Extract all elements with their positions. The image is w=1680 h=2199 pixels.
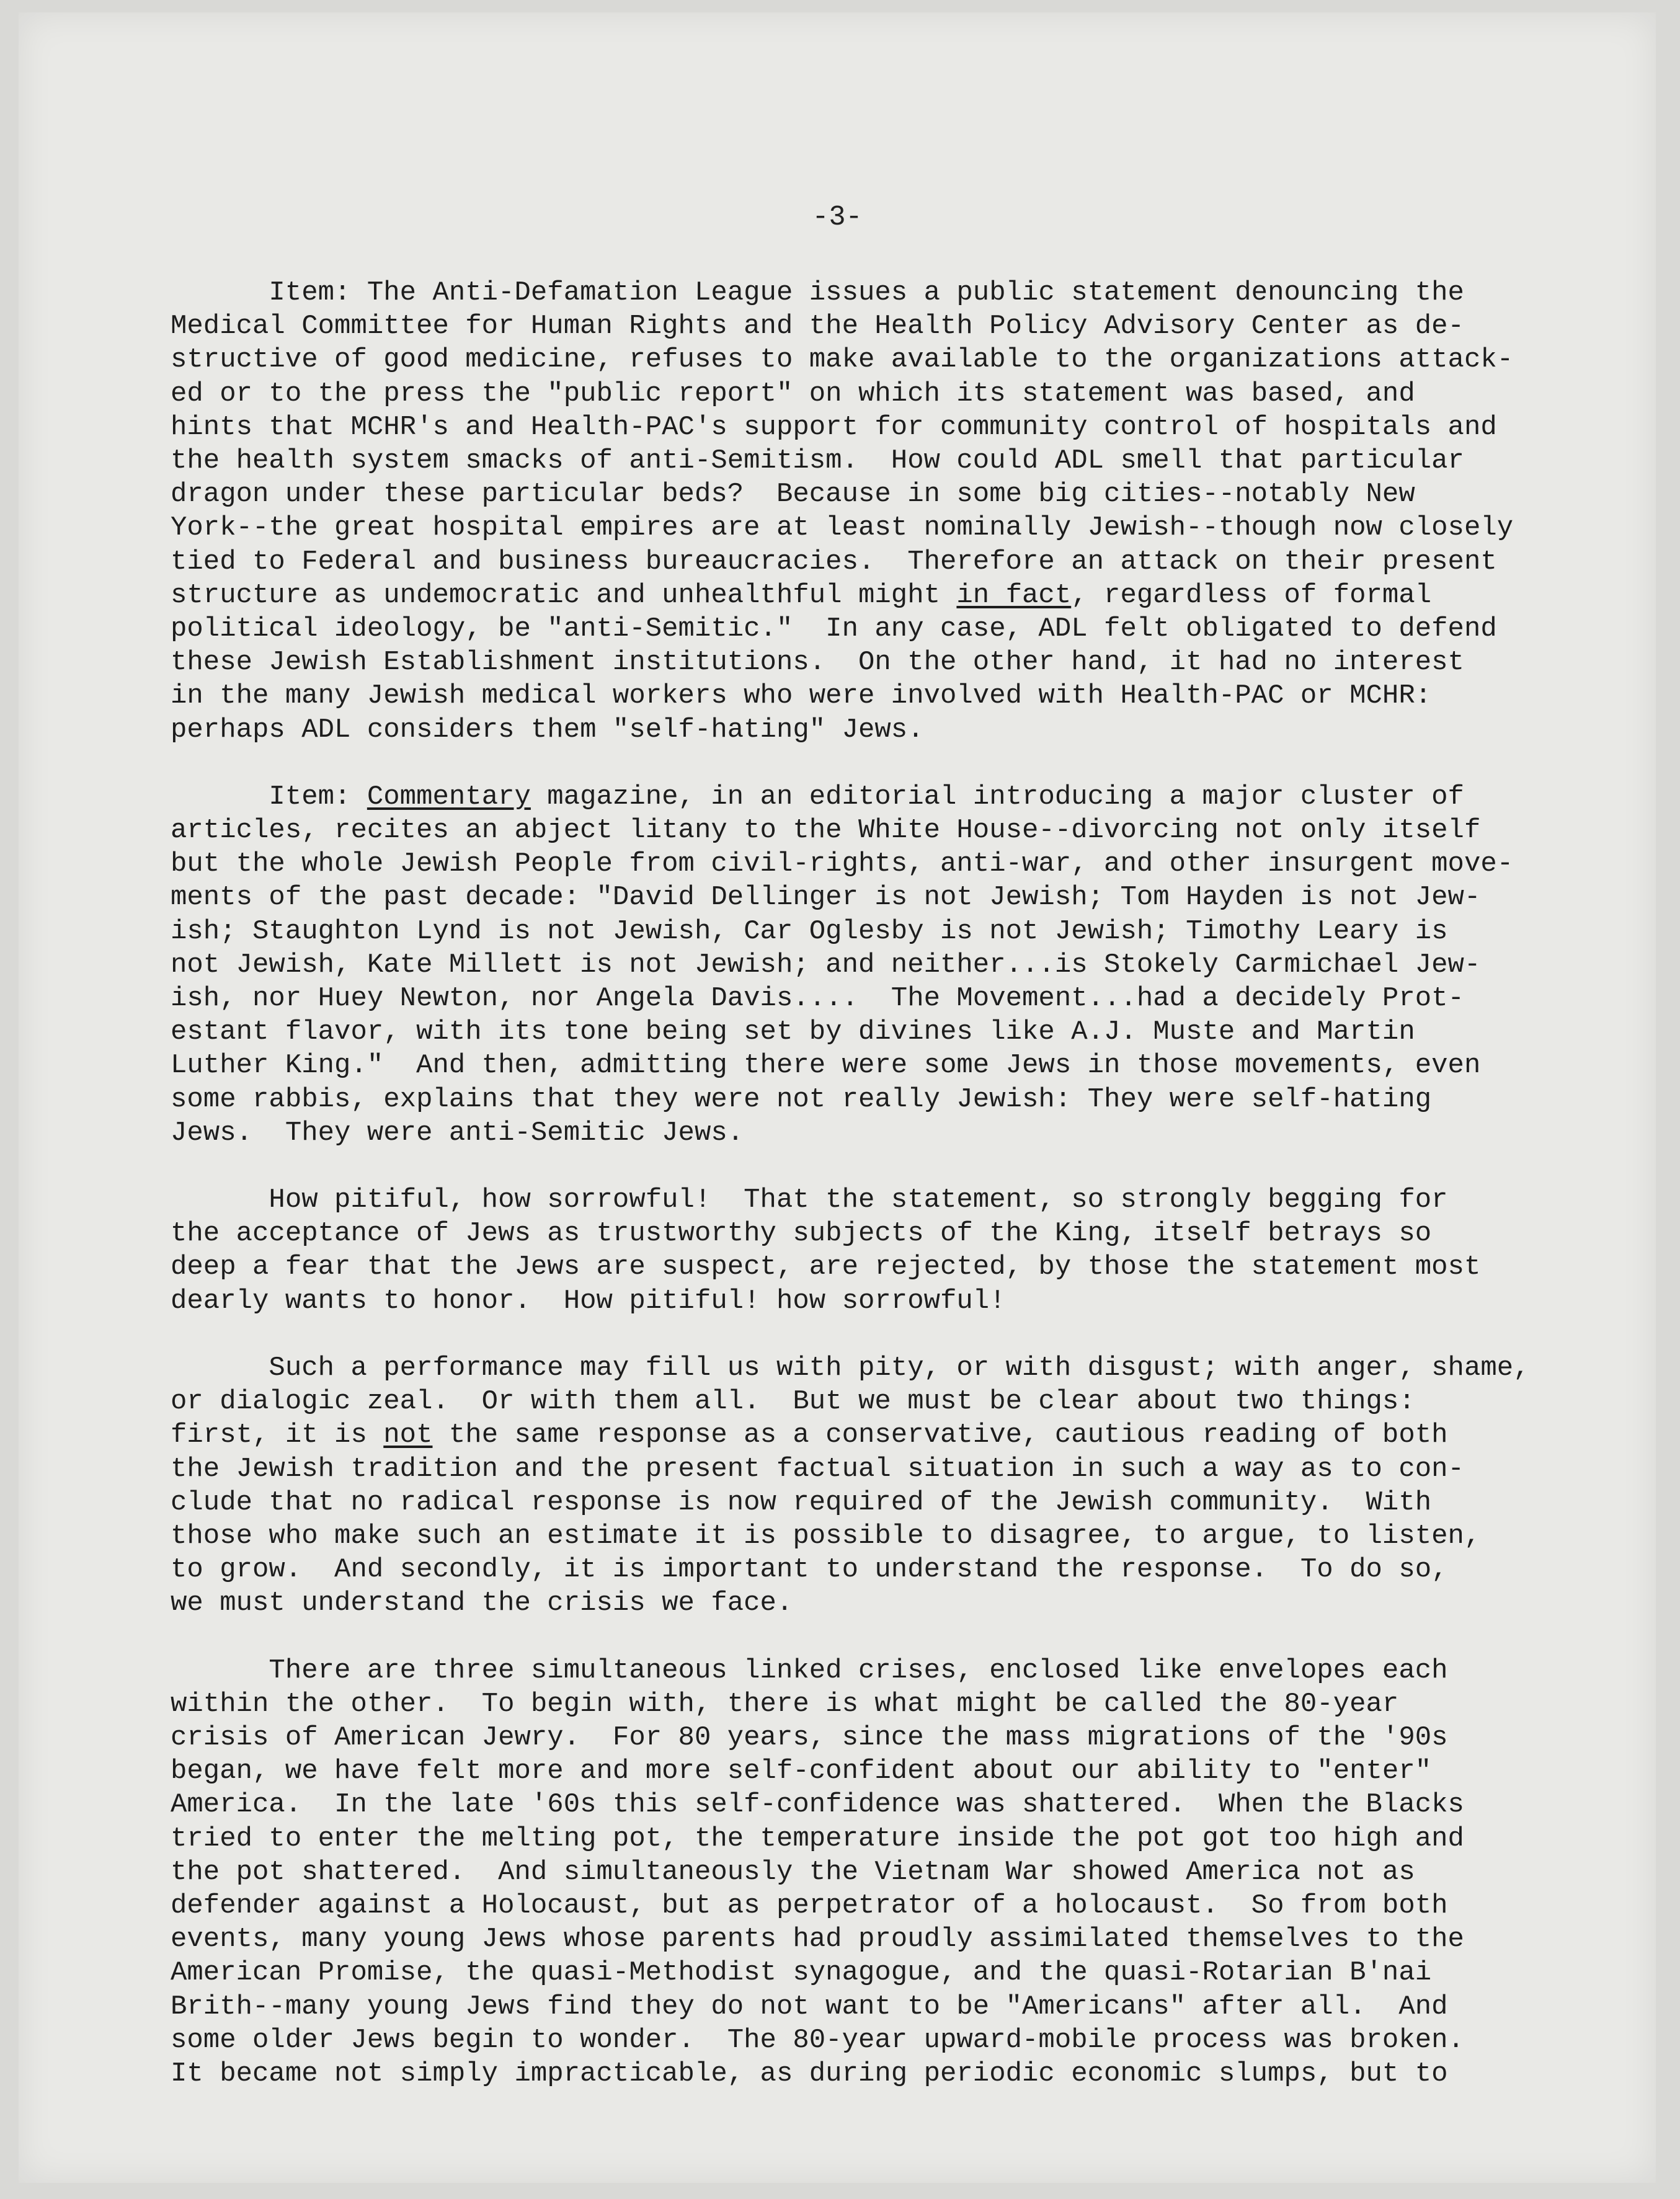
text-line bbox=[171, 814, 1634, 847]
paragraph-5 bbox=[171, 1654, 1634, 2091]
text-segment: those who make such an estimate it is possible to disagree, to argue, to listen, bbox=[171, 1520, 1481, 1552]
text-line bbox=[171, 1855, 1634, 1889]
text-segment: clude that no radical response is now required of the Jewish community. With bbox=[171, 1486, 1432, 1518]
text-segment: the same response as a conservative, cautious reading of both bbox=[432, 1419, 1448, 1451]
text-segment: in the many Jewish medical workers who were involved with Health-PAC or MCHR: bbox=[171, 680, 1432, 712]
text-line bbox=[171, 1822, 1634, 1855]
text-line bbox=[171, 1486, 1634, 1519]
text-line bbox=[171, 1049, 1634, 1082]
text-line bbox=[171, 1889, 1634, 1922]
text-segment: political ideology, be "anti-Semitic." In any case, ADL felt obligated to defend bbox=[171, 613, 1497, 645]
text-line bbox=[171, 1116, 1634, 1150]
text-segment: Medical Committee for Human Rights and the Health Policy Advisory Center as de- bbox=[171, 311, 1464, 342]
text-segment: the acceptance of Jews as trustworthy subjects of the King, itself betrays so bbox=[171, 1218, 1432, 1250]
text-line bbox=[171, 411, 1634, 444]
text-segment: defender against a Holocaust, but as perpetrator of a holocaust. So from both bbox=[171, 1890, 1448, 1921]
text-segment: , regardless of formal bbox=[1071, 579, 1432, 611]
text-segment: There are three simultaneous linked crises, enclosed like envelopes each bbox=[171, 1655, 1448, 1686]
text-segment: ments of the past decade: "David Dellinger is not Jewish; Tom Hayden is not Jew- bbox=[171, 882, 1481, 913]
text-segment: but the whole Jewish People from civil-rights, anti-war, and other insurgent move- bbox=[171, 848, 1514, 880]
text-segment: these Jewish Establishment institutions. On the other hand, it had no interest bbox=[171, 647, 1464, 678]
text-line bbox=[171, 713, 1634, 747]
text-line bbox=[171, 1385, 1634, 1418]
text-line bbox=[171, 1754, 1634, 1788]
text-segment: the pot shattered. And simultaneously the Vietnam War showed America not as bbox=[171, 1856, 1415, 1888]
text-segment: dragon under these particular beds? Because in some big cities--notably New bbox=[171, 479, 1415, 510]
text-line bbox=[171, 1351, 1634, 1385]
underlined-text: Commentary bbox=[367, 781, 531, 812]
text-line bbox=[171, 545, 1634, 579]
text-line bbox=[171, 915, 1634, 948]
text-segment: Item: The Anti-Defamation League issues a public statement denouncing the bbox=[171, 277, 1464, 308]
text-line bbox=[171, 276, 1634, 309]
text-segment: estant flavor, with its tone being set by divines like A.J. Muste and Martin bbox=[171, 1016, 1415, 1048]
text-line bbox=[171, 646, 1634, 679]
text-segment: America. In the late '60s this self-confidence was shattered. When the Blacks bbox=[171, 1789, 1464, 1821]
text-segment: Such a performance may fill us with pity, or with disgust; with anger, shame, bbox=[171, 1352, 1530, 1384]
text-segment: ed or to the press the "public report" on which its statement was based, and bbox=[171, 378, 1415, 409]
text-segment: structive of good medicine, refuses to make available to the organizations attack- bbox=[171, 344, 1514, 376]
text-segment: crisis of American Jewry. For 80 years, since the mass migrations of the '90s bbox=[171, 1721, 1448, 1753]
text-line bbox=[171, 679, 1634, 713]
text-line bbox=[171, 982, 1634, 1015]
text-line bbox=[171, 780, 1634, 814]
text-line bbox=[171, 1788, 1634, 1821]
text-segment: Brith--many young Jews find they do not want to be "Americans" after all. And bbox=[171, 1991, 1448, 2022]
text-line bbox=[171, 612, 1634, 646]
text-line bbox=[171, 1922, 1634, 1956]
text-segment: tied to Federal and business bureaucracies. Therefore an attack on their present bbox=[171, 546, 1497, 577]
text-line bbox=[171, 881, 1634, 914]
text-segment: or dialogic zeal. Or with them all. But we must be clear about two things: bbox=[171, 1386, 1415, 1418]
text-segment: perhaps ADL considers them "self-hating" Jews. bbox=[171, 714, 924, 745]
text-segment: Luther King." And then, admitting there were some Jews in those movements, even bbox=[171, 1050, 1481, 1082]
text-line bbox=[171, 579, 1634, 612]
text-line bbox=[171, 1083, 1634, 1116]
text-line bbox=[171, 444, 1634, 478]
document-page bbox=[19, 12, 1656, 2183]
text-segment: we must understand the crisis we face. bbox=[171, 1588, 793, 1619]
text-segment: some older Jews begin to wonder. The 80-year upward-mobile process was broken. bbox=[171, 2024, 1464, 2056]
text-segment: York--the great hospital empires are at least nominally Jewish--though now closely bbox=[171, 512, 1514, 544]
text-line bbox=[171, 847, 1634, 881]
text-segment: the health system smacks of anti-Semitism. How could ADL smell that particular bbox=[171, 445, 1464, 477]
text-segment: ish; Staughton Lynd is not Jewish, Car Oglesby is not Jewish; Timothy Leary is bbox=[171, 915, 1448, 947]
text-line bbox=[171, 1452, 1634, 1486]
text-line bbox=[171, 1519, 1634, 1553]
text-line bbox=[171, 511, 1634, 544]
text-segment: Item: bbox=[171, 781, 367, 812]
text-line bbox=[171, 1284, 1634, 1318]
text-line bbox=[171, 478, 1634, 511]
text-segment: How pitiful, how sorrowful! That the statement, so strongly begging for bbox=[171, 1184, 1448, 1216]
paragraph-3 bbox=[171, 1183, 1634, 1318]
text-line bbox=[171, 1183, 1634, 1217]
text-segment: the Jewish tradition and the present factual situation in such a way as to con- bbox=[171, 1453, 1464, 1485]
text-line bbox=[171, 1687, 1634, 1721]
text-segment: within the other. To begin with, there is what might be called the 80-year bbox=[171, 1688, 1399, 1720]
paragraph-4 bbox=[171, 1351, 1634, 1620]
text-segment: deep a fear that the Jews are suspect, are rejected, by those the statement most bbox=[171, 1251, 1481, 1283]
text-segment: dearly wants to honor. How pitiful! how sorrowful! bbox=[171, 1285, 1006, 1317]
underlined-text: not bbox=[383, 1419, 433, 1451]
paragraph-1 bbox=[171, 276, 1634, 747]
text-segment: ish, nor Huey Newton, nor Angela Davis.... The Movement...had a decidely Prot- bbox=[171, 983, 1464, 1015]
text-segment: structure as undemocratic and unhealthful might bbox=[171, 579, 957, 611]
text-segment: not Jewish, Kate Millett is not Jewish; and neither...is Stokely Carmichael Jew- bbox=[171, 949, 1481, 980]
text-line bbox=[171, 1418, 1634, 1452]
text-segment: tried to enter the melting pot, the temperature inside the pot got too high and bbox=[171, 1823, 1464, 1854]
text-line bbox=[171, 1217, 1634, 1250]
text-line bbox=[171, 343, 1634, 376]
document-body bbox=[171, 276, 1634, 2124]
text-segment: It became not simply impracticable, as during periodic economic slumps, but to bbox=[171, 2058, 1448, 2089]
text-line bbox=[171, 1015, 1634, 1049]
text-line bbox=[171, 1654, 1634, 1687]
text-segment: magazine, in an editorial introducing a major cluster of bbox=[530, 781, 1464, 812]
text-segment: articles, recites an abject litany to the White House--divorcing not only itself bbox=[171, 815, 1481, 846]
text-line bbox=[171, 1990, 1634, 2024]
text-segment: Jews. They were anti-Semitic Jews. bbox=[171, 1117, 744, 1148]
paragraph-2 bbox=[171, 780, 1634, 1150]
text-segment: American Promise, the quasi-Methodist synagogue, and the quasi-Rotarian B'nai bbox=[171, 1957, 1432, 1989]
text-segment: first, it is bbox=[171, 1419, 384, 1451]
text-segment: to grow. And secondly, it is important to understand the response. To do so, bbox=[171, 1554, 1448, 1586]
text-segment: events, many young Jews whose parents had proudly assimilated themselves to the bbox=[171, 1924, 1464, 1955]
text-line bbox=[171, 1956, 1634, 1989]
text-line bbox=[171, 1721, 1634, 1754]
text-segment: began, we have felt more and more self-confident about our ability to "enter" bbox=[171, 1756, 1432, 1787]
text-line bbox=[171, 309, 1634, 343]
underlined-text: in fact bbox=[956, 579, 1072, 611]
page-number: -3- bbox=[812, 202, 863, 233]
text-line bbox=[171, 948, 1634, 982]
text-line bbox=[171, 1553, 1634, 1586]
text-line bbox=[171, 2057, 1634, 2090]
text-line bbox=[171, 1250, 1634, 1284]
text-line bbox=[171, 377, 1634, 411]
text-segment: hints that MCHR's and Health-PAC's support for community control of hospitals and bbox=[171, 411, 1497, 443]
text-segment: some rabbis, explains that they were not really Jewish: They were self-hating bbox=[171, 1083, 1432, 1115]
text-line bbox=[171, 2024, 1634, 2057]
text-line bbox=[171, 1586, 1634, 1620]
